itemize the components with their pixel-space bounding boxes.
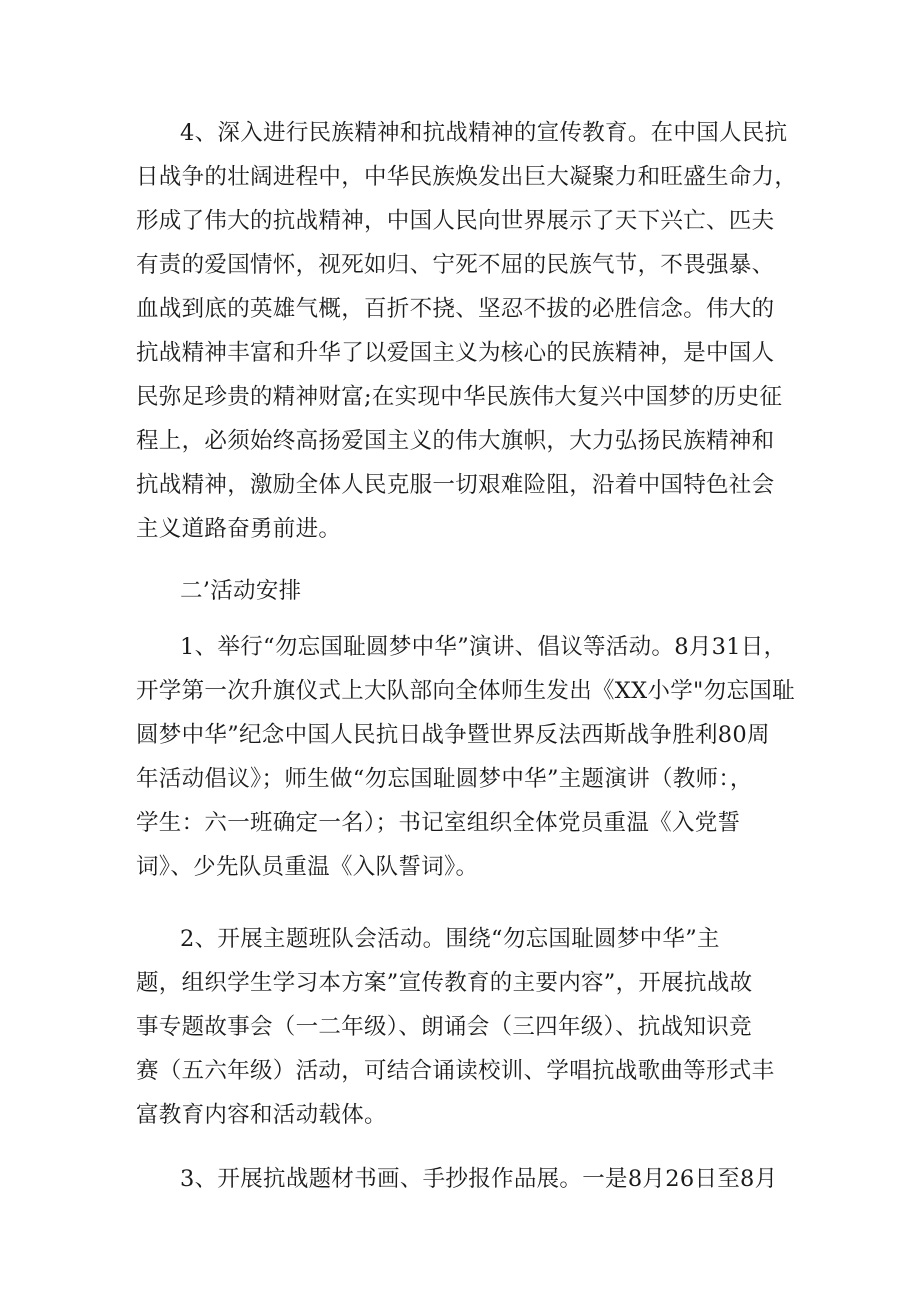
text-line: 3、开展抗战题材书画、手抄报作品展。一是8月26日至8月	[180, 1166, 778, 1192]
text-line: 血战到底的英雄气概，百折不挠、坚忍不拔的必胜信念。伟大的	[136, 296, 775, 322]
text-line: 学生：六一班确定一名）；书记室组织全体党员重温《入党誓	[136, 810, 741, 836]
text-line: 2、开展主题班队会活动。围绕“勿忘国耻圆梦中华”主	[180, 926, 720, 952]
section-heading-activities: 二’活动安排	[180, 578, 302, 604]
text-line: 年活动倡议》；师生做“勿忘国耻圆梦中华”主题演讲（教师：，	[136, 766, 753, 792]
text-line: 开学第一次升旗仪式上大队部向全体师生发出《XX小学"勿忘国耻	[136, 678, 795, 704]
text-line: 题，组织学生学习本方案”宣传教育的主要内容”，开展抗战故	[136, 970, 753, 996]
text-line: 程上，必须始终高扬爱国主义的伟大旗帜，大力弘扬民族精神和	[136, 428, 775, 454]
text-line: 富教育内容和活动载体。	[136, 1102, 387, 1128]
text-line: 事专题故事会（一二年级）、朗诵会（三四年级）、抗战知识竞	[136, 1014, 752, 1040]
text-line: 词》、少先队员重温《入队誓词》。	[136, 854, 479, 880]
text-line: 抗战精神，激励全体人民克服一切艰难险阻，沿着中国特色社会	[136, 472, 775, 498]
text-line: 圆梦中华”纪念中国人民抗日战争暨世界反法西斯战争胜利80周	[136, 722, 770, 748]
text-line: 赛（五六年级）活动，可结合诵读校训、学唱抗战歌曲等形式丰	[136, 1058, 775, 1084]
text-line: 形成了伟大的抗战精神，中国人民向世界展示了天下兴亡、匹夫	[136, 208, 775, 234]
text-line: 民弥足珍贵的精神财富;在实现中华民族伟大复兴中国梦的历史征	[136, 384, 783, 410]
text-line: 抗战精神丰富和升华了以爱国主义为核心的民族精神，是中国人	[136, 340, 775, 366]
text-line: 有责的爱国情怀，视死如归、宁死不屈的民族气节，不畏强暴、	[136, 252, 775, 278]
text-line: 1、举行“勿忘国耻圆梦中华”演讲、倡议等活动。8月31日，	[180, 634, 787, 660]
text-line: 主义道路奋勇前进。	[136, 516, 342, 542]
text-line: 4、深入进行民族精神和抗战精神的宣传教育。在中国人民抗	[180, 120, 788, 146]
text-line: 日战争的壮阔进程中，中华民族焕发出巨大凝聚力和旺盛生命力，	[136, 164, 798, 190]
